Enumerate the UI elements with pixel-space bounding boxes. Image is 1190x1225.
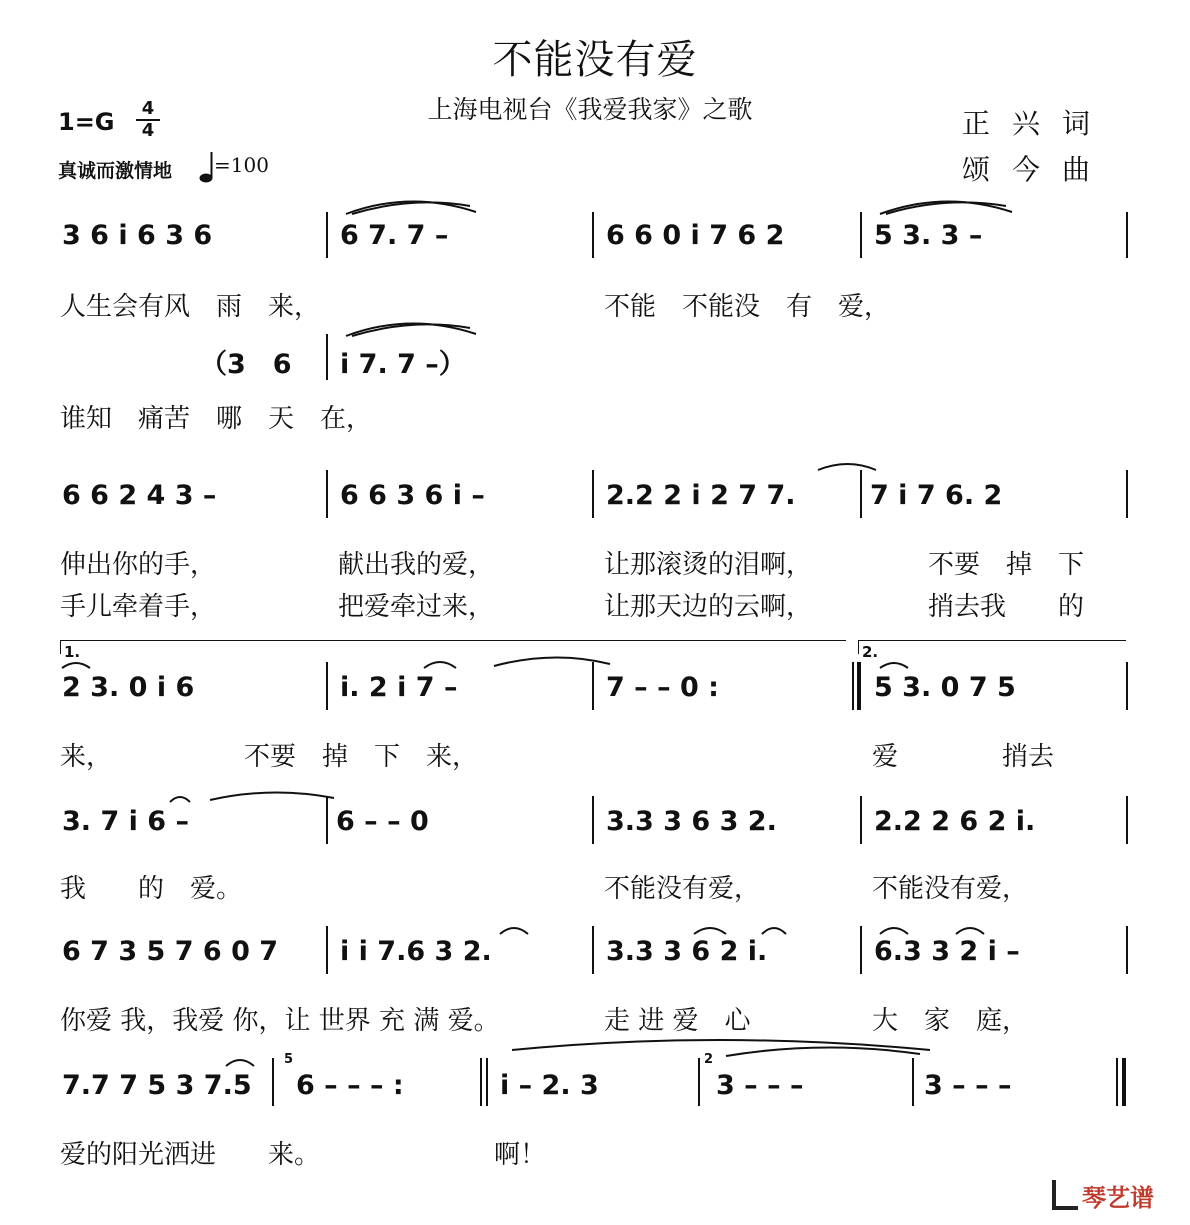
notes-s6-m1: 7.7 7 5 3 7.5	[62, 1070, 252, 1101]
grace-note-1: 5	[284, 1052, 294, 1067]
time-signature-top: 4	[141, 98, 155, 119]
time-signature-bottom: 4	[141, 120, 155, 141]
grace-note-2: 2	[704, 1052, 714, 1067]
notes-s1-m2: 6 7. 7 –	[340, 220, 449, 251]
lyrics-s2-b-2: 把爱牵过来，	[338, 592, 495, 622]
notes-s2-m2: 6 6 3 6 i –	[340, 480, 485, 511]
notes-s4-m4: 2.2 2 6 2 i.	[874, 806, 1036, 837]
volta-2-label: 2.	[862, 643, 879, 661]
lyrics-s6-2: 啊！	[494, 1140, 547, 1170]
tempo-marking: 真诚而激情地	[58, 160, 173, 182]
lyrics-s2-a-3: 让那滚烫的泪啊，	[604, 550, 813, 580]
notes-s1b-m1: （3 6	[200, 349, 292, 380]
notes-s6-m3: i – 2. 3	[500, 1070, 599, 1101]
volta-1-label: 1.	[64, 643, 81, 661]
notes-s1-m4: 5 3. 3 –	[874, 220, 983, 251]
notes-s1b-m2: i 7. 7 –）	[340, 349, 466, 380]
lyricist-credit: 正兴词	[961, 107, 1112, 140]
lyrics-s2-b-1: 手儿牵着手，	[60, 592, 217, 622]
notes-s6-m5: 3 – – –	[924, 1070, 1012, 1101]
notes-s5-m4: 6.3 3 2 i –	[874, 936, 1020, 967]
notes-s3-m1: 2 3. 0 i 6	[62, 672, 195, 703]
lyrics-s1b: 谁知 痛苦 哪 天 在，	[60, 404, 373, 434]
lyrics-s6-1: 爱的阳光洒进 来。	[60, 1140, 321, 1170]
song-subtitle: 上海电视台《我爱我家》之歌	[427, 95, 753, 124]
notes-s3-m3: 7 – – 0 :	[606, 672, 719, 703]
lyrics-s4-3: 不能没有爱，	[872, 874, 1029, 904]
tempo-bpm: =100	[214, 153, 269, 177]
notes-s2-m1: 6 6 2 4 3 –	[62, 480, 217, 511]
logo-mark-icon	[1052, 1180, 1078, 1210]
notes-s4-m1: 3. 7 i 6 –	[62, 806, 189, 837]
notes-s2-m3: 2.2 2 i 2 7 7.	[606, 480, 796, 511]
watermark-logo	[1052, 1178, 1154, 1213]
notes-s3-m4: 5 3. 0 7 5	[874, 672, 1016, 703]
notes-s1-m3: 6 6 0 i 7 6 2	[606, 220, 785, 251]
key-signature: 1=G	[58, 108, 115, 136]
notes-s6-m4: 3 – – –	[716, 1070, 804, 1101]
notes-s5-m1: 6 7 3 5 7 6 0 7	[62, 936, 279, 967]
notes-s5-m3: 3.3 3 6 2 i.	[606, 936, 768, 967]
notes-s4-m2: 6 – – 0	[336, 806, 429, 837]
notes-s3-m2: i. 2 i 7 –	[340, 672, 458, 703]
lyrics-s3-1: 来，	[60, 742, 113, 772]
notes-s6-m2: 6 – – – :	[296, 1070, 404, 1101]
lyrics-s2-a-4: 不要 掉 下	[928, 550, 1085, 580]
notes-s1-m1: 3 6 i 6 3 6	[62, 220, 213, 251]
composer-credit: 颂今曲	[961, 153, 1112, 186]
watermark-text: 琴艺谱	[1082, 1184, 1154, 1212]
lyrics-s3-3: 爱 捎去	[872, 742, 1055, 772]
lyrics-s1-b: 不能 不能没 有 爱，	[604, 292, 891, 322]
lyrics-s4-2: 不能没有爱，	[604, 874, 761, 904]
lyrics-s5-3: 大 家 庭，	[872, 1006, 1029, 1036]
notes-s5-m2: i i 7.6 3 2.	[340, 936, 492, 967]
lyrics-s2-a-1: 伸出你的手，	[60, 550, 217, 580]
lyrics-s2-a-2: 献出我的爱，	[338, 550, 495, 580]
lyrics-s5-2: 走 进 爱 心	[604, 1006, 751, 1036]
song-title: 不能没有爱	[492, 37, 698, 83]
notes-s2-m4: 7 i 7 6. 2	[870, 480, 1003, 511]
lyrics-s3-2: 不要 掉 下 来，	[244, 742, 479, 772]
lyrics-s4-1: 我 的 爱。	[60, 874, 243, 904]
notes-s4-m3: 3.3 3 6 3 2.	[606, 806, 777, 837]
lyrics-s2-b-4: 捎去我 的	[928, 592, 1085, 622]
lyrics-s1-a: 人生会有风 雨 来，	[60, 292, 321, 322]
lyrics-s2-b-3: 让那天边的云啊，	[604, 592, 813, 622]
lyrics-s5-1: 你爱 我，我爱 你，让 世界 充 满 爱。	[60, 1006, 500, 1036]
